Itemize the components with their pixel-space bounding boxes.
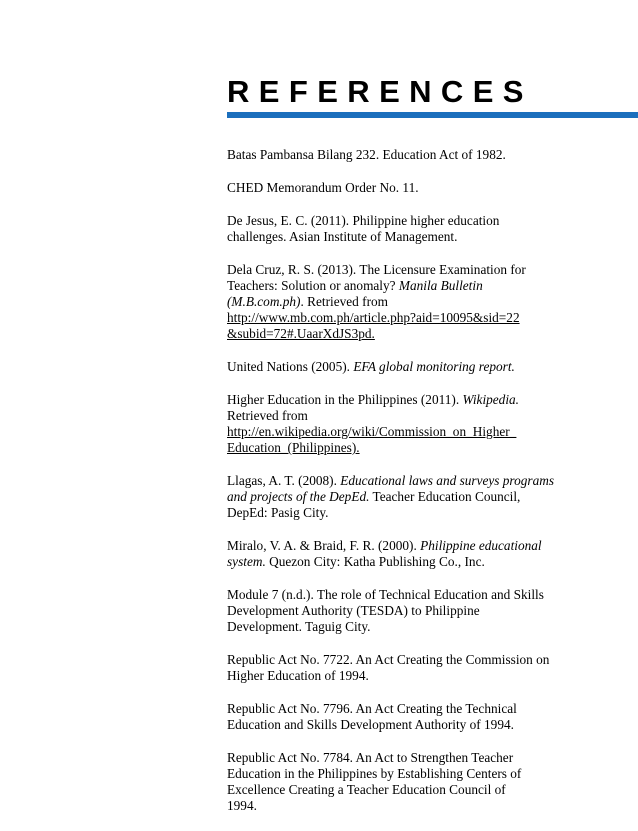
reference-line [227,294,557,310]
title-underline-bar [227,112,638,118]
reference-entry [227,392,557,456]
reference-line [227,473,557,489]
reference-line [227,782,557,798]
reference-line [227,359,557,375]
reference-entry [227,473,557,521]
reference-line [227,392,557,408]
reference-text: 1994. [227,798,257,813]
reference-entry [227,180,557,196]
reference-line [227,717,557,733]
reference-text: Llagas, A. T. (2008). [227,473,341,488]
reference-line [227,619,557,635]
reference-line [227,554,557,570]
reference-entry [227,750,557,814]
reference-text: Quezon City: Katha Publishing Co., Inc. [265,554,485,569]
reference-line [227,408,557,424]
reference-entry [227,213,557,245]
reference-line [227,538,557,554]
reference-text: CHED Memorandum Order No. 11. [227,180,419,195]
reference-line [227,147,557,163]
reference-text: Dela Cruz, R. S. (2013). The Licensure Examination for [227,262,526,277]
reference-text: Republic Act No. 7796. An Act Creating the Technical [227,701,517,716]
reference-text: Higher Education of 1994. [227,668,369,683]
reference-line [227,213,557,229]
reference-link[interactable]: http://en.wikipedia.org/wiki/Commission_on_Higher_ [227,424,517,439]
reference-text: De Jesus, E. C. (2011). Philippine higher education [227,213,500,228]
reference-text: Republic Act No. 7784. An Act to Strengthen Teacher [227,750,514,765]
reference-line [227,798,557,814]
reference-italic-title: Wikipedia. [462,392,519,407]
reference-text: Development Authority (TESDA) to Philippine [227,603,480,618]
reference-line [227,505,557,521]
reference-italic-title: EFA global monitoring report. [353,359,515,374]
reference-text: challenges. Asian Institute of Management. [227,229,458,244]
reference-line [227,180,557,196]
reference-entry [227,701,557,733]
reference-text: Batas Pambansa Bilang 232. Education Act of 1982. [227,147,506,162]
reference-entry [227,538,557,570]
reference-line [227,603,557,619]
reference-line [227,750,557,766]
reference-line [227,668,557,684]
reference-italic-title: system. [227,554,266,569]
reference-link[interactable]: http://www.mb.com.ph/article.php?aid=10095&sid=22 [227,310,520,325]
reference-line [227,489,557,505]
reference-italic-title: Philippine educational [420,538,542,553]
reference-text: Excellence Creating a Teacher Education Council of [227,782,506,797]
reference-line [227,310,557,326]
reference-italic-title: and projects of the DepEd. [227,489,370,504]
reference-line [227,652,557,668]
reference-line [227,440,557,456]
reference-entry [227,359,557,375]
reference-line [227,424,557,440]
reference-text: Teacher Education Council, [369,489,521,504]
reference-line [227,229,557,245]
reference-entry [227,147,557,163]
reference-text: Higher Education in the Philippines (2011). [227,392,463,407]
reference-line [227,262,557,278]
reference-text: Miralo, V. A. & Braid, F. R. (2000). [227,538,421,553]
page-title: REFERENCES [227,74,533,109]
reference-line [227,587,557,603]
reference-link[interactable]: &subid=72#.UaarXdJS3pd. [227,326,375,341]
reference-line [227,766,557,782]
reference-text: United Nations (2005). [227,359,354,374]
reference-italic-title: (M.B.com.ph) [227,294,301,309]
references-list [227,147,557,831]
reference-line [227,701,557,717]
reference-text: . Retrieved from [300,294,388,309]
reference-entry [227,587,557,635]
reference-text: Development. Taguig City. [227,619,371,634]
reference-italic-title: Educational laws and surveys programs [340,473,554,488]
reference-line [227,278,557,294]
reference-entry [227,652,557,684]
reference-italic-title: Manila Bulletin [398,278,483,293]
reference-text: Teachers: Solution or anomaly? [227,278,399,293]
reference-text: DepEd: Pasig City. [227,505,329,520]
reference-text: Republic Act No. 7722. An Act Creating the Commission on [227,652,550,667]
reference-link[interactable]: Education_(Philippines). [227,440,360,455]
reference-text: Module 7 (n.d.). The role of Technical Education and Skills [227,587,544,602]
reference-entry [227,262,557,342]
reference-text: Retrieved from [227,408,308,423]
reference-text: Education and Skills Development Authority of 1994. [227,717,514,732]
reference-text: Education in the Philippines by Establishing Centers of [227,766,522,781]
reference-line [227,326,557,342]
